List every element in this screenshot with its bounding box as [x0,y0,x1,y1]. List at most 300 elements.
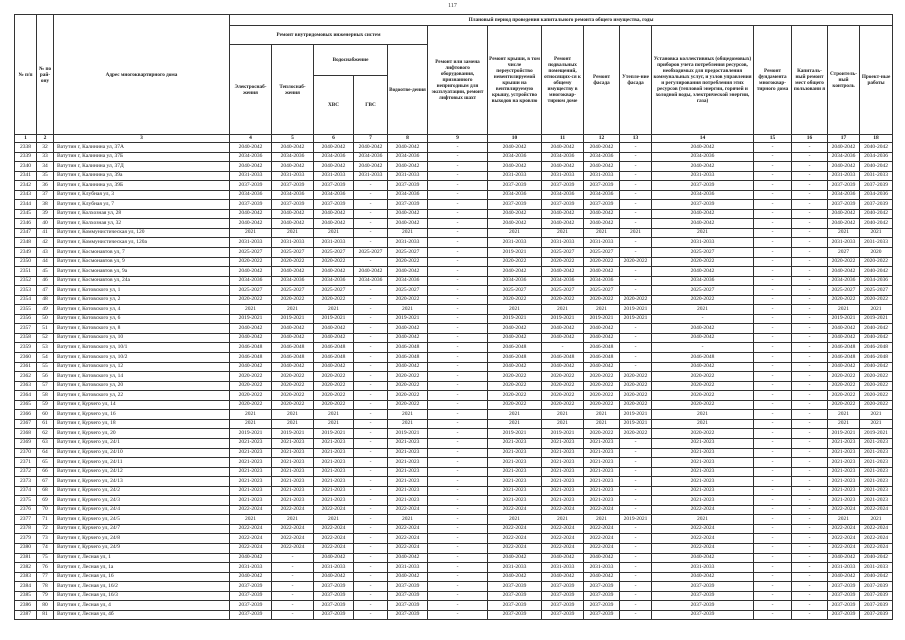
table-cell: 2025-2027 [652,248,754,258]
table-cell: 2034-2036 [828,190,860,200]
address-cell: Ватутин г, Клубная ул, 7 [54,200,230,210]
table-cell: 2021-2023 [584,458,620,468]
table-cell: - [620,162,652,172]
header-gvs: ГВС [365,102,376,108]
table-row [15,257,893,267]
table-cell: - [792,543,828,553]
table-cell: 2021 [488,515,542,525]
table-cell: 2021 [620,228,652,238]
table-cell: - [792,448,828,458]
table-cell: 2019-2021 [272,429,314,439]
table-cell: 2021-2023 [860,448,893,458]
table-cell: - [754,591,792,601]
table-cell: 2021-2023 [584,438,620,448]
table-cell: 2019-2021 [488,314,542,324]
table-cell: 2040-2042 [542,162,584,172]
table-cell: 2040-2042 [584,333,620,343]
table-cell: 2020-2022 [620,391,652,401]
table-cell: - [754,391,792,401]
table-cell: - [428,181,488,191]
table-cell: 2020-2022 [272,391,314,401]
table-cell: 2022-2024 [828,524,860,534]
table-cell: 2040-2042 [388,333,428,343]
table-cell: 2040-2042 [230,219,272,229]
table-cell: 2040-2042 [488,162,542,172]
table-cell: 2031-2033 [488,238,542,248]
table-cell: 2034-2036 [652,190,754,200]
table-cell: 2040-2042 [488,209,542,219]
table-cell: 48 [37,295,54,305]
table-cell: 2040-2042 [542,209,584,219]
table-cell: 2040-2042 [828,143,860,153]
table-cell: - [792,353,828,363]
table-cell: - [354,305,388,315]
table-cell: 2040-2042 [388,362,428,372]
table-cell: 2046-2048 [828,343,860,353]
table-cell: 2020-2022 [388,391,428,401]
table-cell: 2021 [860,419,893,429]
table-cell: 2034-2036 [828,152,860,162]
table-cell: 2019-2021 [828,314,860,324]
table-cell: - [620,267,652,277]
table-cell: 2021-2023 [314,448,354,458]
table-cell: 2020-2022 [272,257,314,267]
table-cell: 53 [37,343,54,353]
table-cell: 55 [37,362,54,372]
table-cell: 73 [37,534,54,544]
table-cell: - [354,448,388,458]
table-cell: 2031-2033 [388,238,428,248]
table-cell: 37 [37,190,54,200]
table-cell: 2025-2027 [388,248,428,258]
table-cell: 2338 [15,143,37,153]
table-cell: 2040-2042 [272,162,314,172]
address-cell: Ватутин г, Котовского ул, 10/1 [54,343,230,353]
table-cell: - [354,591,388,601]
table-cell: 2040-2042 [230,209,272,219]
table-cell: - [754,190,792,200]
table-cell: 2022-2024 [272,505,314,515]
address-cell: Ватутин г, Лесная ул, 16/3 [54,591,230,601]
table-row [15,429,893,439]
table-cell: 2040-2042 [230,324,272,334]
table-cell: 2021-2023 [230,458,272,468]
table-cell: 2020-2022 [584,372,620,382]
table-cell: - [354,610,388,620]
table-cell: 2031-2033 [860,171,893,181]
table-cell: - [272,553,314,563]
table-cell: 2021-2023 [584,496,620,506]
table-cell: 2021-2023 [230,477,272,487]
table-cell: 2021-2023 [542,438,584,448]
table-cell: 2020-2022 [272,295,314,305]
table-cell: 2020-2022 [828,391,860,401]
header-capital: Капиталь-ный ремонт мест общего пользовани я [792,26,828,135]
table-cell: 2037-2039 [488,181,542,191]
table-cell: - [754,353,792,363]
table-cell: 2025-2027 [542,286,584,296]
column-number: 1 [15,135,37,143]
table-cell: 2040-2042 [488,219,542,229]
table-row [15,381,893,391]
table-cell: 2037-2039 [314,582,354,592]
table-cell: - [754,582,792,592]
table-cell: - [354,419,388,429]
table-cell: 2022-2024 [542,534,584,544]
table-cell: 2020-2022 [620,381,652,391]
table-cell: 2021-2023 [652,486,754,496]
table-cell: - [272,591,314,601]
table-cell: 2037-2039 [542,610,584,620]
table-cell: 58 [37,391,54,401]
table-cell: - [754,515,792,525]
table-cell: - [792,534,828,544]
table-cell: - [792,505,828,515]
table-cell: 2020-2022 [488,391,542,401]
address-cell: Ватутин г, Курчего ул, 24/7 [54,524,230,534]
table-cell: 2040-2042 [314,362,354,372]
table-cell: - [620,591,652,601]
table-cell: 2020-2022 [230,391,272,401]
table-cell: 2040-2042 [584,572,620,582]
address-cell: Ватутин г, Калинина ул, 37А [54,143,230,153]
table-cell: 2040-2042 [652,553,754,563]
table-cell: - [754,410,792,420]
table-cell: 61 [37,419,54,429]
table-cell: - [754,181,792,191]
address-cell: Ватутин г, Космонавтов ул, 9а [54,267,230,277]
table-cell: - [428,419,488,429]
table-cell: 2040-2042 [354,267,388,277]
table-cell: - [792,343,828,353]
table-cell: 2381 [15,553,37,563]
table-cell: 2025-2027 [230,248,272,258]
table-cell: 2021 [314,228,354,238]
table-cell: 2020-2022 [230,257,272,267]
address-cell: Ватутин г, Котовского ул, 2 [54,295,230,305]
table-cell: 2034-2036 [230,276,272,286]
address-cell: Ватутин г, Лесная ул, 1а [54,563,230,573]
table-cell: 2021 [828,515,860,525]
table-cell: - [754,505,792,515]
table-cell: 2021-2023 [272,438,314,448]
table-cell: 2031-2033 [272,238,314,248]
table-cell: 2021-2023 [542,448,584,458]
table-cell: 2020-2022 [828,400,860,410]
table-cell: - [792,181,828,191]
table-cell: - [754,524,792,534]
table-cell: 2037-2039 [272,181,314,191]
table-cell: 2040-2042 [860,324,893,334]
table-cell: 52 [37,333,54,343]
table-cell: - [428,333,488,343]
table-cell: - [754,419,792,429]
table-cell: - [754,362,792,372]
table-cell: 2034-2036 [272,276,314,286]
table-cell: - [792,305,828,315]
table-cell: 2021-2023 [860,486,893,496]
address-cell: Ватутин г, Котовского ул, 1 [54,286,230,296]
table-cell: - [792,190,828,200]
table-cell: 2021-2023 [488,458,542,468]
table-cell: 2037-2039 [230,582,272,592]
table-cell: 2037-2039 [542,591,584,601]
table-cell: 2020-2022 [488,400,542,410]
address-cell: Ватутин г, Космонавтов ул, 24а [54,276,230,286]
table-cell: 2021 [652,228,754,238]
table-cell: 2021 [542,419,584,429]
table-cell: 2021 [584,228,620,238]
table-cell: 2359 [15,343,37,353]
table-cell: 2376 [15,505,37,515]
table-cell: 2034-2036 [354,152,388,162]
table-cell: 2034-2036 [314,152,354,162]
table-cell: 2020-2022 [620,372,652,382]
address-cell: Ватутин г, Котовского ул, 10 [54,333,230,343]
table-cell: - [792,486,828,496]
table-cell: - [754,572,792,582]
table-cell: 60 [37,410,54,420]
table-cell: 2037-2039 [230,610,272,620]
table-cell: 2022-2024 [230,534,272,544]
table-cell: - [792,295,828,305]
table-cell: 77 [37,572,54,582]
address-cell: Ватутин г, Калинина ул, 37Д [54,162,230,172]
table-cell: - [354,582,388,592]
table-cell: - [620,276,652,286]
table-cell: - [754,295,792,305]
table-cell: 2021 [388,515,428,525]
table-cell: 2025-2027 [488,286,542,296]
table-cell: 2040-2042 [584,324,620,334]
table-cell: - [428,267,488,277]
table-row [15,190,893,200]
table-cell: 33 [37,152,54,162]
table-cell: 2020-2022 [230,381,272,391]
table-cell: 2020-2022 [828,381,860,391]
header-project: Проект-ные работы [860,26,893,135]
table-cell: 2340 [15,162,37,172]
table-row [15,400,893,410]
address-cell: Ватутин г, Космонавтов ул, 9 [54,257,230,267]
table-cell: - [754,553,792,563]
table-cell: 2020-2022 [620,400,652,410]
table-cell: 2361 [15,362,37,372]
column-number: 4 [230,135,272,143]
table-cell: 2025-2027 [542,248,584,258]
table-cell: 2040-2042 [388,572,428,582]
table-cell: - [428,543,488,553]
table-cell: 2021 [860,410,893,420]
table-cell: 2366 [15,410,37,420]
table-cell: - [754,143,792,153]
table-cell: 2022-2024 [314,505,354,515]
table-cell: 2037-2039 [488,601,542,611]
table-cell: - [354,391,388,401]
table-cell: 2037-2039 [828,601,860,611]
table-cell: 2022-2024 [388,534,428,544]
table-cell: 2037-2039 [488,582,542,592]
table-cell: 2021 [272,305,314,315]
table-cell: 2046-2048 [860,343,893,353]
address-cell: Ватутин г, Курчего ул, 24/13 [54,477,230,487]
table-cell: - [428,200,488,210]
table-cell: 80 [37,601,54,611]
table-cell: 2378 [15,524,37,534]
table-cell: - [620,448,652,458]
table-row [15,543,893,553]
table-cell: 2020-2022 [272,372,314,382]
table-cell: 2019-2021 [620,410,652,420]
address-cell: Ватутин г, Курчего ул, 24/3 [54,496,230,506]
table-cell: 2040-2042 [314,219,354,229]
table-cell: 2021-2023 [314,477,354,487]
table-cell: - [754,219,792,229]
table-cell: - [620,209,652,219]
table-row [15,553,893,563]
table-cell: 2034-2036 [860,276,893,286]
table-row [15,162,893,172]
table-cell: 2046-2048 [230,343,272,353]
table-cell: - [792,582,828,592]
table-cell: 2021-2023 [860,458,893,468]
table-cell: 2046-2048 [230,353,272,363]
table-cell: 2040-2042 [652,572,754,582]
table-cell: - [428,343,488,353]
table-row [15,572,893,582]
table-cell: 2034-2036 [488,152,542,162]
table-cell: 2040-2042 [828,572,860,582]
table-cell: 2019-2021 [620,314,652,324]
table-cell: 2022-2024 [652,543,754,553]
table-row [15,448,893,458]
table-cell: 2031-2033 [542,171,584,181]
table-cell: - [792,238,828,248]
table-cell: 2019-2021 [230,429,272,439]
table-cell: 2040-2042 [860,553,893,563]
table-cell: 2347 [15,228,37,238]
table-cell: 2022-2024 [388,524,428,534]
table-cell: 2037-2039 [828,610,860,620]
table-cell: - [754,400,792,410]
table-row [15,515,893,525]
table-cell: - [354,515,388,525]
table-cell: - [754,228,792,238]
table-cell: 2037-2039 [314,181,354,191]
table-cell: 2019-2021 [860,314,893,324]
table-cell: 2037-2039 [652,591,754,601]
table-cell: 2020-2022 [584,295,620,305]
table-cell: - [620,467,652,477]
table-cell: 2020-2022 [388,372,428,382]
table-cell: 2037-2039 [388,582,428,592]
table-cell: 2019-2021 [828,429,860,439]
address-cell: Ватутин г, Котовского ул, 4 [54,305,230,315]
table-cell: - [354,343,388,353]
address-cell: Ватутин г, Котовского ул, 6 [54,314,230,324]
table-cell: - [620,324,652,334]
table-cell: 2383 [15,572,37,582]
table-cell: 2022-2024 [860,543,893,553]
table-cell: 56 [37,372,54,382]
table-cell: - [620,190,652,200]
table-cell: 2022-2024 [314,543,354,553]
table-cell: - [428,448,488,458]
table-cell: 2046-2048 [542,353,584,363]
table-cell: 2021 [314,305,354,315]
column-number: 7 [354,135,388,143]
column-number: 3 [54,135,230,143]
address-cell: Ватутин г, Калинина ул, 39а [54,171,230,181]
table-cell: - [620,601,652,611]
address-cell: Ватутин г, Курчего ул, 24/12 [54,467,230,477]
table-cell: 2040-2042 [488,553,542,563]
table-cell: 2040-2042 [488,324,542,334]
table-cell: 2021 [828,419,860,429]
table-cell: 2040-2042 [860,333,893,343]
table-cell: - [652,314,754,324]
table-cell: 2034-2036 [828,276,860,286]
table-cell: 2022-2024 [488,524,542,534]
table-row [15,333,893,343]
table-row [15,181,893,191]
table-cell: 2021-2023 [860,467,893,477]
table-row [15,286,893,296]
table-cell: 2021 [584,305,620,315]
table-cell: - [620,610,652,620]
table-cell: 2034-2036 [542,190,584,200]
table-cell: 2020-2022 [860,295,893,305]
table-cell: 2021 [652,305,754,315]
table-cell: 2020-2022 [860,257,893,267]
table-cell: 2040-2042 [542,553,584,563]
header-control: Строитель-ный контроль [828,26,860,135]
table-cell: - [354,381,388,391]
table-cell: - [792,477,828,487]
table-cell: - [354,524,388,534]
table-cell: 2031-2033 [314,238,354,248]
table-cell: 2348 [15,238,37,248]
table-cell: 2034-2036 [488,190,542,200]
table-row [15,505,893,515]
table-cell: 2021-2023 [314,486,354,496]
table-cell: 2040-2042 [652,333,754,343]
table-cell: 2020-2022 [314,400,354,410]
table-cell: 2037-2039 [488,591,542,601]
table-cell: 2040-2042 [584,162,620,172]
table-cell: 2021-2023 [388,496,428,506]
table-cell: 2037-2039 [542,582,584,592]
table-cell: 2021-2023 [230,448,272,458]
table-cell: - [428,563,488,573]
table-cell: - [792,333,828,343]
table-cell: 2034-2036 [230,190,272,200]
table-cell: 2022-2024 [488,505,542,515]
table-cell: 2021-2023 [488,477,542,487]
header-engineering-group: Ремонт внутридомовых инженерных систем [230,26,428,45]
table-cell: 2034-2036 [388,152,428,162]
table-cell: - [354,534,388,544]
table-cell: 2046-2048 [860,353,893,363]
table-cell: - [792,591,828,601]
table-cell: 2020-2022 [314,372,354,382]
table-cell: 2343 [15,190,37,200]
header-district-number: № по рай-ону [37,15,54,135]
table-cell: 2339 [15,152,37,162]
table-row [15,467,893,477]
table-cell: - [754,267,792,277]
table-cell: 2040-2042 [272,362,314,372]
